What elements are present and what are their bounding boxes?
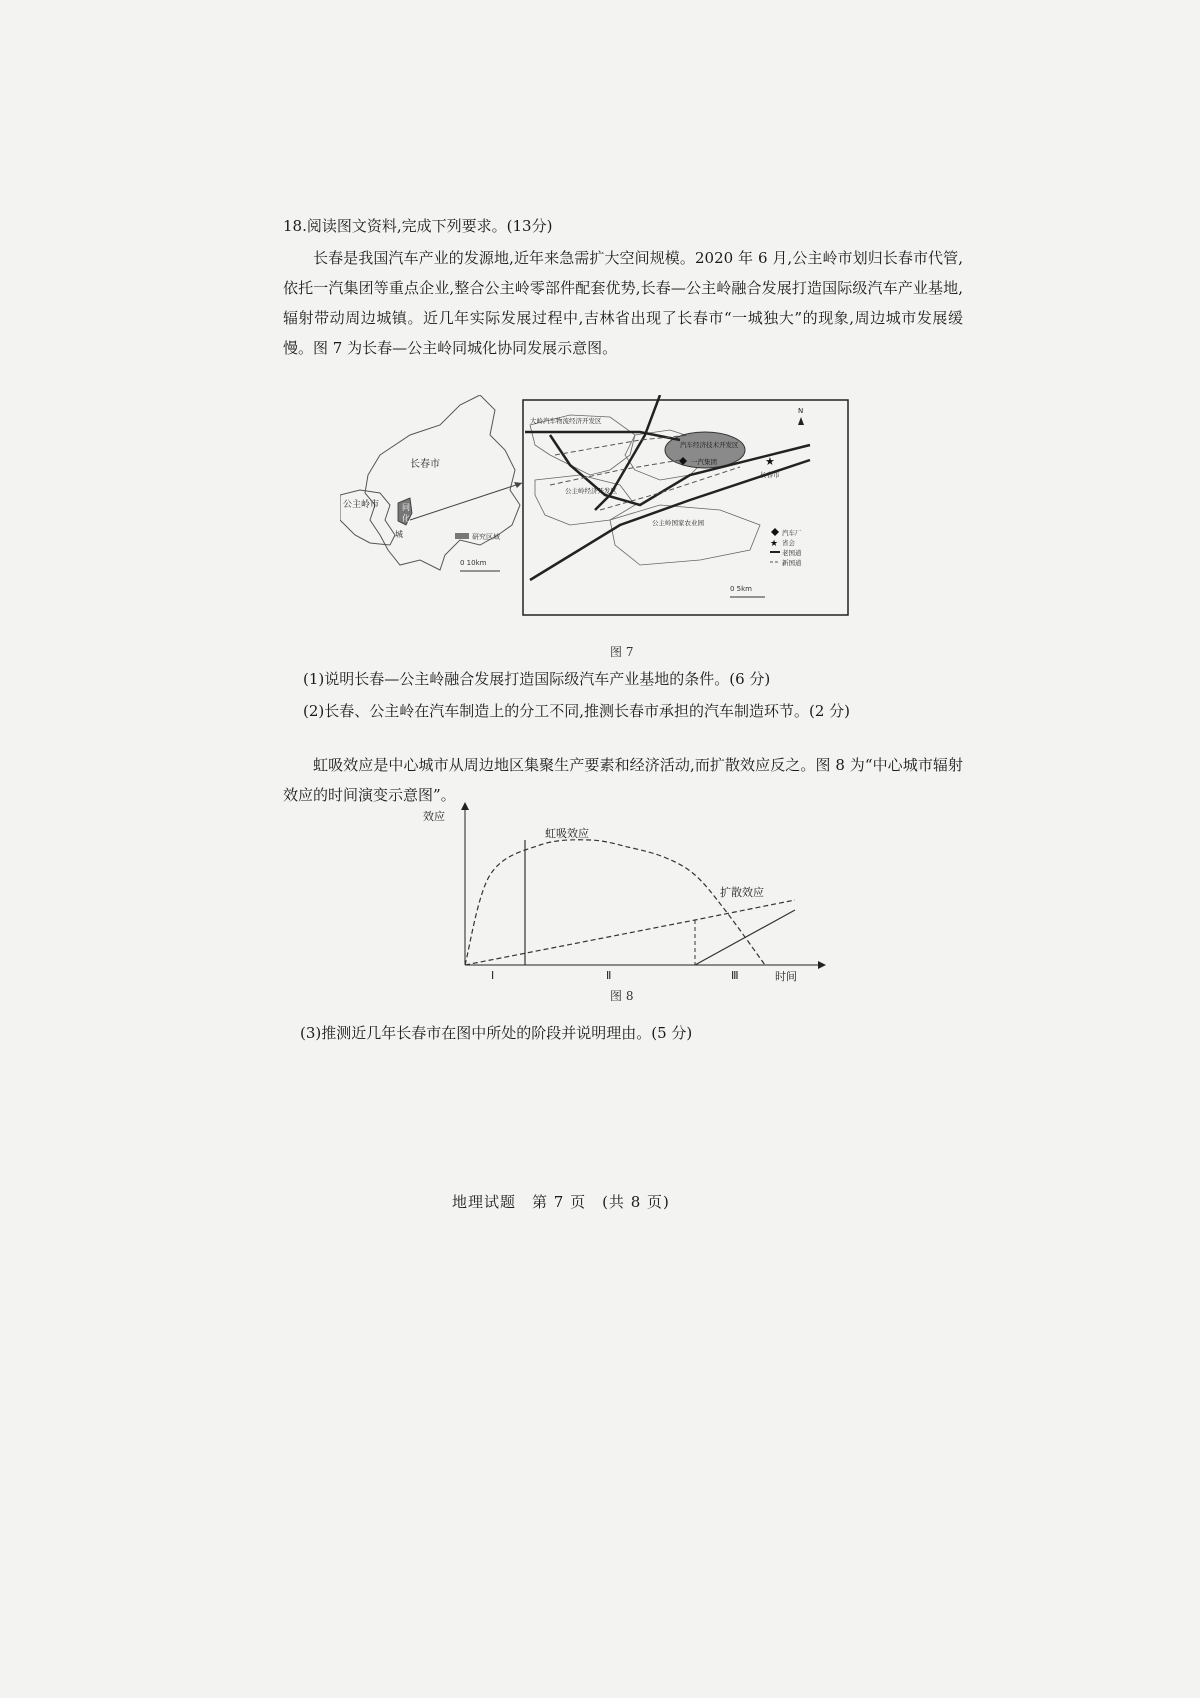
new-road-3: [600, 467, 740, 510]
zone-char-2: 化: [402, 514, 410, 523]
old-road-1: [525, 432, 680, 440]
legend-star-icon: ★: [770, 539, 779, 549]
zone-char-1: 同: [402, 503, 410, 512]
subquestion-3: (3)推测近几年长春市在图中所处的阶段并说明理由。(5 分): [300, 1024, 693, 1042]
y-axis-label: 效应: [423, 810, 445, 823]
figure8-svg: [415, 800, 835, 985]
connector-arrow-line: [410, 483, 522, 520]
legend-research-area: 研究区域: [472, 533, 500, 541]
intro2-paragraph: 虹吸效应是中心城市从周边地区集聚生产要素和经济活动,而扩散效应反之。图 8 为“中心城市辐射效应的时间演变示意图”。: [283, 756, 963, 804]
legend-new-road: 新国道: [782, 559, 802, 567]
figure7-svg: [340, 395, 860, 620]
legend-plant: 汽车厂: [782, 529, 802, 537]
inset-scale-label: 0 5km: [730, 585, 753, 593]
gzl-econ-label: 公主岭经济开发区: [565, 487, 617, 495]
figure8-caption: 图 8: [610, 989, 634, 1003]
gzl-agri-outline: [610, 505, 760, 565]
gongzhuling-region-outline: [340, 490, 395, 545]
faw-label: 一汽集团: [691, 458, 717, 466]
zone-char-3: 城: [395, 530, 403, 539]
gzl-agri-label: 公主岭国家农业园: [652, 519, 704, 527]
x-axis-arrow: [818, 961, 826, 969]
page-footer: 地理试题 第 7 页 (共 8 页): [452, 1193, 670, 1211]
north-arrow-icon: [798, 417, 804, 425]
left-scale-label: 0 10km: [460, 559, 487, 567]
series-label-1: 扩散效应: [720, 886, 764, 899]
legend-swatch: [455, 533, 469, 539]
figure7-caption: 图 7: [610, 645, 634, 659]
figure8-chart: [415, 800, 835, 985]
stage-label-1: Ⅰ: [491, 969, 495, 982]
legend-capital: 省会: [782, 539, 795, 547]
solid-segment-0: [695, 910, 795, 965]
daling-label: 大岭汽车物流经济开发区: [530, 417, 602, 425]
figure7-map: [340, 395, 860, 620]
series-line-0: [465, 840, 765, 965]
y-axis-arrow: [461, 802, 469, 810]
changchun-label: 长春市: [410, 459, 440, 470]
stage-label-3: Ⅲ: [731, 969, 739, 982]
question-title: 18.阅读图文资料,完成下列要求。(13分): [283, 217, 553, 235]
changchun-city-label: 长春市: [760, 471, 780, 479]
legend-old-road: 老国道: [782, 549, 802, 557]
subquestion-2: (2)长春、公主岭在汽车制造上的分工不同,推测长春市承担的汽车制造环节。(2 分): [303, 702, 851, 720]
changchun-region-outline: [365, 395, 520, 570]
legend-plant-icon: [771, 528, 779, 536]
capital-star-icon: ★: [765, 455, 775, 468]
series-label-0: 虹吸效应: [545, 827, 589, 840]
x-axis-label: 时间: [775, 970, 797, 983]
north-label: N: [798, 407, 804, 415]
auto-tech-zone-label: 汽车经济技术开发区: [680, 441, 739, 449]
stage-label-2: Ⅱ: [606, 969, 612, 982]
subquestion-1: (1)说明长春—公主岭融合发展打造国际级汽车产业基地的条件。(6 分): [303, 670, 771, 688]
series-line-1: [465, 900, 795, 965]
gongzhuling-label: 公主岭市: [343, 500, 380, 510]
intro-paragraph: 长春是我国汽车产业的发源地,近年来急需扩大空间规模。2020 年 6 月,公主岭市划归长春市代管,依托一汽集团等重点企业,整合公主岭零部件配套优势,长春—公主岭融合发展打造国际级汽车产业基地,辐射带动周边城镇。近几年实际发展过程中,吉林省出现了长春市“一城独大”的现象,周边城市发展缓慢。图 7 为长春—公主岭同城化协同发展示意图。: [283, 249, 963, 357]
